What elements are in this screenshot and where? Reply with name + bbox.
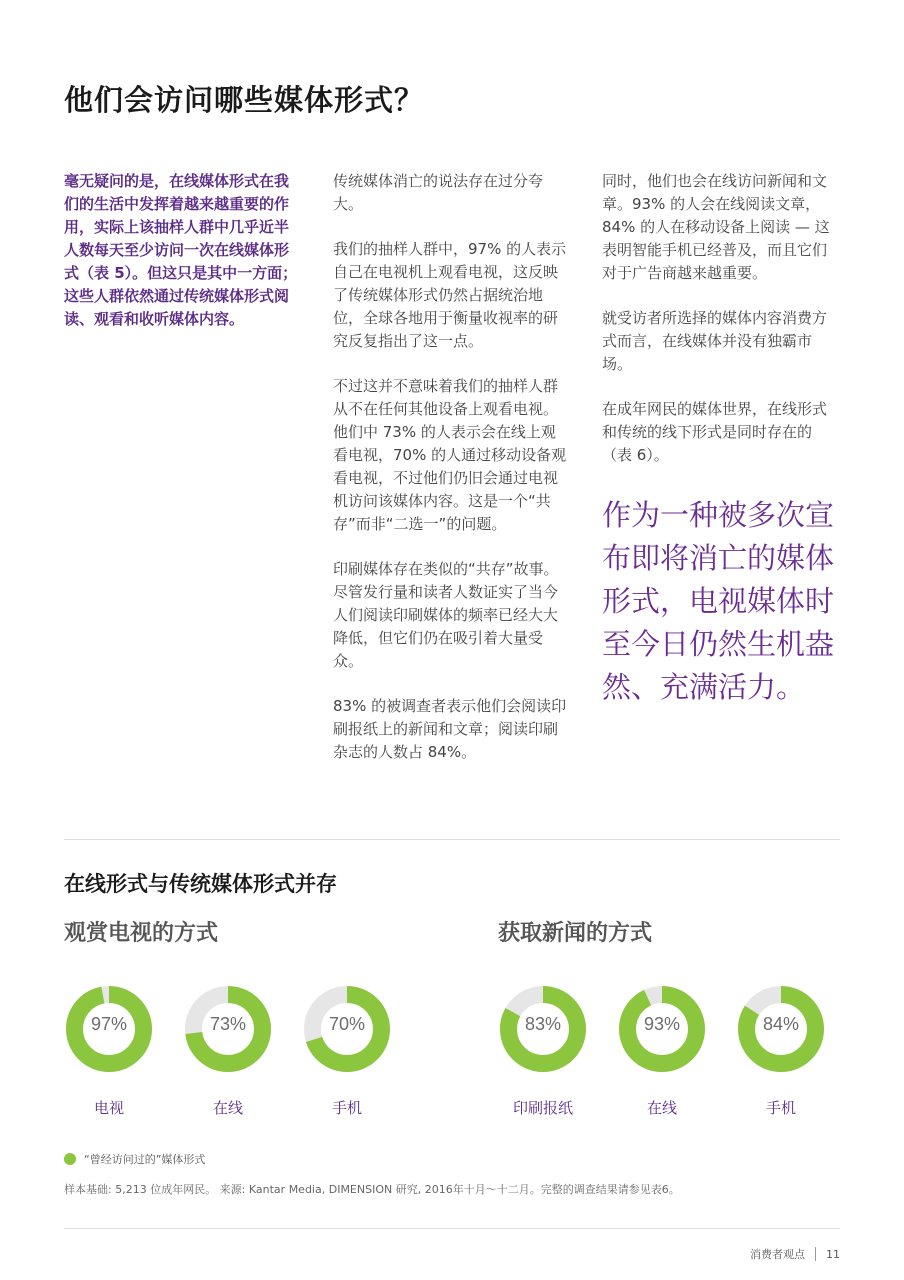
chart-title-news: 获取新闻的方式 (498, 921, 653, 946)
donut-category-label: 在线 (212, 1099, 243, 1117)
donut-value-label: 93% (643, 1014, 681, 1034)
donut-ring (183, 984, 273, 1074)
legend (64, 1151, 205, 1167)
body-paragraph: 同时，他们也会在线访问新闻和文章。93% 的人会在线阅读文章，84% 的人在移动设备上阅读 — 这表明智能手机已经普及，而且它们对于广告商越来越重要。 (602, 172, 830, 282)
footer-divider (64, 1228, 840, 1229)
section-title: 在线形式与传统媒体形式并存 (64, 872, 337, 896)
page-footer (750, 1246, 840, 1262)
body-paragraph: 我们的抽样人群中，97% 的人表示自己在电视机上观看电视，这反映了传统媒体形式仍然占据统治地位，全球各地用于衡量收视率的研究反复指出了这一点。 (333, 240, 567, 350)
donut-category-label: 手机 (765, 1099, 796, 1117)
donut-ring (64, 984, 154, 1074)
donut-ring (302, 984, 392, 1074)
body-paragraph: 就受访者所选择的媒体内容消费方式而言，在线媒体并没有独霸市场。 (602, 309, 828, 373)
page-title: 他们会访问哪些媒体形式？ (64, 83, 425, 117)
donut-value-label: 83% (524, 1014, 562, 1034)
page-number: 11 (826, 1247, 840, 1261)
donut-ring (617, 984, 707, 1074)
body-column-right (602, 170, 838, 489)
body-paragraph: 传统媒体消亡的说法存在过分夸大。 (333, 172, 544, 213)
donut-value-label: 70% (328, 1014, 366, 1034)
intro-paragraph: 毫无疑问的是，在线媒体形式在我们的生活中发挥着越来越重要的作用，实际上该抽样人群中几乎近半人数每天至少访问一次在线媒体形式（表 5）。但这只是其中一方面；这些人群依然通过传统媒体形式阅读、观看和收听媒体内容。 (64, 172, 298, 328)
body-column-middle (333, 170, 569, 786)
chart-title-tv: 观赏电视的方式 (64, 921, 219, 946)
intro-column (64, 170, 300, 353)
body-paragraph: 印刷媒体存在类似的“共存”故事。尽管发行量和读者人数证实了当今人们阅读印刷媒体的频率已经大大降低，但它们仍在吸引着大量受众。 (333, 560, 559, 670)
footer-separator (815, 1247, 816, 1261)
footer-label: 消费者观点 (750, 1248, 805, 1261)
donut-value-label: 97% (90, 1014, 128, 1034)
source-note: 样本基础: 5,213 位成年网民。 来源: Kantar Media, DIMENSION 研究, 2016年十月～十二月。完整的调查结果请参见表6。 (64, 1183, 680, 1196)
legend-label: “曾经访问过的”媒体形式 (84, 1153, 206, 1166)
body-paragraph: 在成年网民的媒体世界，在线形式和传统的线下形式是同时存在的（表 6）。 (602, 400, 828, 464)
body-paragraph: 83% 的被调查者表示他们会阅读印刷报纸上的新闻和文章；阅读印刷杂志的人数占 84%。 (333, 697, 567, 761)
body-paragraph: 不过这并不意味着我们的抽样人群从不在任何其他设备上观看电视。他们中 73% 的人表示会在线上观看电视，70% 的人通过移动设备观看电视，不过他们仍旧会通过电视机访问该媒体内容。这是一个“共存”而非“二选一”的问题。 (333, 377, 567, 533)
donut-category-label: 在线 (646, 1099, 677, 1117)
section-divider (64, 839, 840, 840)
pull-quote: 作为一种被多次宣布即将消亡的媒体形式，电视媒体时至今日仍然生机盎然、充满活力。 (602, 498, 835, 704)
legend-swatch (64, 1153, 76, 1165)
donut-category-label: 手机 (331, 1099, 362, 1117)
donut-value-label: 84% (762, 1014, 800, 1034)
donut-value-label: 73% (209, 1014, 247, 1034)
donut-ring (736, 984, 826, 1074)
donut-ring (498, 984, 588, 1074)
donut-category-label: 电视 (93, 1099, 124, 1117)
donut-category-label: 印刷报纸 (512, 1099, 573, 1117)
